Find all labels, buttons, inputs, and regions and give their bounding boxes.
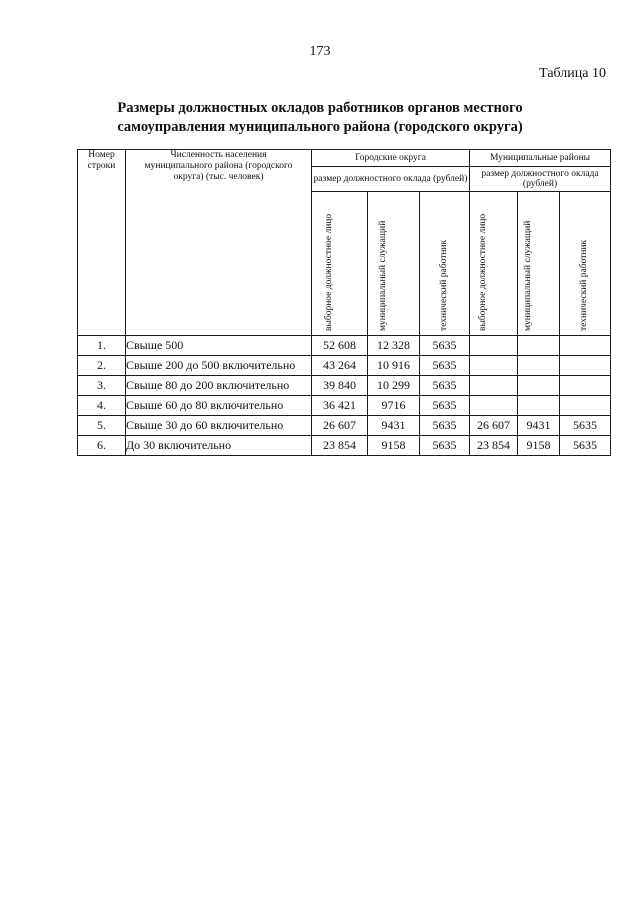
table-row	[78, 356, 611, 376]
salary-cell	[470, 336, 518, 356]
salary-cell: 5635	[420, 436, 470, 456]
salary-cell	[470, 376, 518, 396]
population-range: Свыше 80 до 200 включительно	[126, 376, 312, 396]
salary-cell	[518, 336, 560, 356]
header-salary-size-urban: размер должностного оклада (рублей)	[312, 167, 470, 192]
page-number: 173	[309, 44, 331, 59]
salary-cell: 12 328	[368, 336, 420, 356]
salary-cell: 5635	[560, 416, 611, 436]
population-range: До 30 включительно	[126, 436, 312, 456]
salary-cell: 26 607	[312, 416, 368, 436]
table-row	[78, 376, 611, 396]
salary-cell: 26 607	[470, 416, 518, 436]
rotated-label: технический работник	[438, 239, 449, 331]
header-municipal-municipal-employee	[518, 192, 560, 336]
salary-cell	[518, 396, 560, 416]
salary-cell: 36 421	[312, 396, 368, 416]
row-number: 1.	[78, 336, 126, 356]
population-range: Свыше 60 до 80 включительно	[126, 396, 312, 416]
rotated-label: муниципальный служащий	[522, 220, 533, 331]
salary-cell: 5635	[420, 396, 470, 416]
table-row	[78, 436, 611, 456]
rotated-label: выборное должностное лицо	[477, 213, 488, 331]
rotated-label: технический работник	[579, 239, 590, 331]
salary-cell: 52 608	[312, 336, 368, 356]
row-number: 3.	[78, 376, 126, 396]
salary-cell	[560, 396, 611, 416]
header-municipal-elected-official	[470, 192, 518, 336]
header-population: Численность населения муниципального района (городского округа) (тыс. человек)	[126, 150, 312, 336]
row-number: 4.	[78, 396, 126, 416]
salary-cell: 10 916	[368, 356, 420, 376]
salary-cell	[560, 356, 611, 376]
salary-cell	[518, 376, 560, 396]
population-range: Свыше 30 до 60 включительно	[126, 416, 312, 436]
salary-cell	[560, 376, 611, 396]
header-row-number: Номер строки	[78, 150, 126, 336]
rotated-label: выборное должностное лицо	[323, 213, 334, 331]
salary-cell: 23 854	[312, 436, 368, 456]
salary-cell	[518, 356, 560, 376]
salary-cell: 9158	[518, 436, 560, 456]
header-urban-technical-worker	[420, 192, 470, 336]
title-line-2: самоуправления муниципального района (городского округа)	[117, 119, 523, 135]
header-urban-districts: Городские округа	[312, 150, 470, 167]
salary-cell: 43 264	[312, 356, 368, 376]
header-municipal-districts: Муниципальные районы	[470, 150, 611, 167]
salary-cell: 5635	[420, 376, 470, 396]
title-line-1: Размеры должностных окладов работников органов местного	[117, 100, 523, 116]
header-salary-size-municipal: размер должностного оклада (рублей)	[470, 167, 611, 192]
table-row	[78, 336, 611, 356]
row-number: 5.	[78, 416, 126, 436]
salary-cell: 5635	[420, 356, 470, 376]
salary-cell: 9716	[368, 396, 420, 416]
document-title	[0, 99, 640, 137]
header-urban-municipal-employee	[368, 192, 420, 336]
salary-cell: 39 840	[312, 376, 368, 396]
population-range: Свыше 500	[126, 336, 312, 356]
salary-cell: 9158	[368, 436, 420, 456]
salary-cell	[560, 336, 611, 356]
salary-cell	[470, 396, 518, 416]
salary-cell	[470, 356, 518, 376]
salary-cell: 10 299	[368, 376, 420, 396]
table-row	[78, 416, 611, 436]
rotated-label: муниципальный служащий	[377, 220, 388, 331]
salary-cell: 5635	[420, 416, 470, 436]
header-municipal-technical-worker	[560, 192, 611, 336]
salary-cell: 9431	[368, 416, 420, 436]
salary-cell: 23 854	[470, 436, 518, 456]
salary-cell: 5635	[560, 436, 611, 456]
table-label: Таблица 10	[539, 66, 606, 81]
header-urban-elected-official	[312, 192, 368, 336]
salary-table	[77, 149, 611, 456]
population-range: Свыше 200 до 500 включительно	[126, 356, 312, 376]
table-row	[78, 396, 611, 416]
row-number: 2.	[78, 356, 126, 376]
row-number: 6.	[78, 436, 126, 456]
salary-cell: 5635	[420, 336, 470, 356]
salary-cell: 9431	[518, 416, 560, 436]
